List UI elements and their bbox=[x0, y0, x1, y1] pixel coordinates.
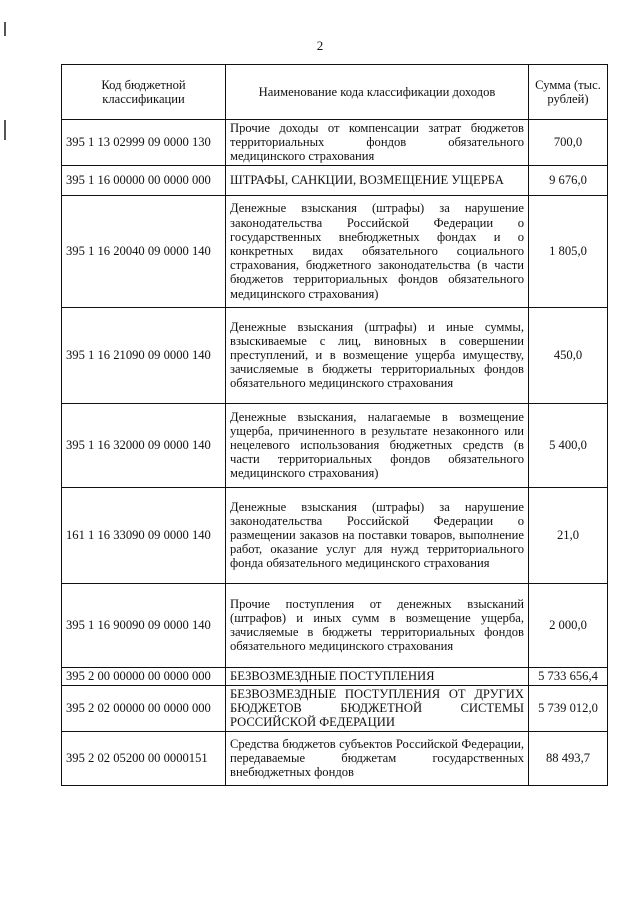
header-code: Код бюджетной классификации bbox=[62, 65, 226, 120]
scan-mark-top bbox=[4, 22, 6, 36]
header-sum: Сумма (тыс. рублей) bbox=[529, 65, 608, 120]
row-name: Денежные взыскания (штрафы) и иные суммы, взыскиваемые с лиц, виновных в совершении преступлений, и в возмещение ущерба имуществу, зачисляемые в бюджеты территориальных фондов обязательного медицинского страхования bbox=[226, 307, 529, 403]
row-name: Прочие доходы от компенсации затрат бюджетов территориальных фондов обязательного медицинского страхования bbox=[226, 120, 529, 166]
row-code: 395 1 16 00000 00 0000 000 bbox=[62, 165, 226, 195]
table-row bbox=[62, 120, 608, 166]
page-number: 2 bbox=[316, 38, 324, 53]
row-name: БЕЗВОЗМЕЗДНЫЕ ПОСТУПЛЕНИЯ ОТ ДРУГИХ БЮДЖЕТОВ БЮДЖЕТНОЙ СИСТЕМЫ РОССИЙСКОЙ ФЕДЕРАЦИИ bbox=[226, 685, 529, 731]
table-row bbox=[62, 583, 608, 667]
row-code: 395 2 00 00000 00 0000 000 bbox=[62, 667, 226, 685]
row-code: 395 2 02 00000 00 0000 000 bbox=[62, 685, 226, 731]
row-sum: 450,0 bbox=[529, 307, 608, 403]
table-row bbox=[62, 195, 608, 307]
income-table bbox=[61, 64, 608, 786]
row-name: БЕЗВОЗМЕЗДНЫЕ ПОСТУПЛЕНИЯ bbox=[226, 667, 529, 685]
row-code: 395 1 16 20040 09 0000 140 bbox=[62, 195, 226, 307]
row-code: 395 1 13 02999 09 0000 130 bbox=[62, 120, 226, 166]
table-row bbox=[62, 731, 608, 785]
row-code: 395 1 16 90090 09 0000 140 bbox=[62, 583, 226, 667]
header-name: Наименование кода классификации доходов bbox=[226, 65, 529, 120]
scan-mark-middle bbox=[4, 120, 6, 140]
row-sum: 1 805,0 bbox=[529, 195, 608, 307]
row-sum: 21,0 bbox=[529, 487, 608, 583]
row-sum: 5 733 656,4 bbox=[529, 667, 608, 685]
table-row bbox=[62, 685, 608, 731]
row-sum: 88 493,7 bbox=[529, 731, 608, 785]
row-name: Прочие поступления от денежных взысканий (штрафов) и иных сумм в возмещение ущерба, зачисляемые в бюджеты территориальных фондов обязательного медицинского страхования bbox=[226, 583, 529, 667]
table-row bbox=[62, 165, 608, 195]
row-sum: 700,0 bbox=[529, 120, 608, 166]
row-sum: 5 400,0 bbox=[529, 403, 608, 487]
table-row bbox=[62, 307, 608, 403]
table-header-row bbox=[62, 65, 608, 120]
row-sum: 9 676,0 bbox=[529, 165, 608, 195]
row-code: 395 1 16 21090 09 0000 140 bbox=[62, 307, 226, 403]
row-sum: 5 739 012,0 bbox=[529, 685, 608, 731]
table-row bbox=[62, 403, 608, 487]
row-name: Денежные взыскания, налагаемые в возмещение ущерба, причиненного в результате незаконного или нецелевого использования бюджетных средств (в части территориальных фондов обязательного медицинского страхования) bbox=[226, 403, 529, 487]
table-row bbox=[62, 667, 608, 685]
row-name: Денежные взыскания (штрафы) за нарушение законодательства Российской Федерации о государственных внебюджетных фондах и о конкретных видах обязательного социального страхования, бюджетного законодательства (в части бюджетов территориальных фондов обязательного медицинского страхования) bbox=[226, 195, 529, 307]
row-name: ШТРАФЫ, САНКЦИИ, ВОЗМЕЩЕНИЕ УЩЕРБА bbox=[226, 165, 529, 195]
row-name: Средства бюджетов субъектов Российской Федерации, передаваемые бюджетам государственных внебюджетных фондов bbox=[226, 731, 529, 785]
row-name: Денежные взыскания (штрафы) за нарушение законодательства Российской Федерации о размещении заказов на поставки товаров, выполнение работ, оказание услуг для нужд территориального фонда обязательного медицинского страхования bbox=[226, 487, 529, 583]
row-sum: 2 000,0 bbox=[529, 583, 608, 667]
table-row bbox=[62, 487, 608, 583]
row-code: 395 2 02 05200 00 0000151 bbox=[62, 731, 226, 785]
row-code: 395 1 16 32000 09 0000 140 bbox=[62, 403, 226, 487]
row-code: 161 1 16 33090 09 0000 140 bbox=[62, 487, 226, 583]
